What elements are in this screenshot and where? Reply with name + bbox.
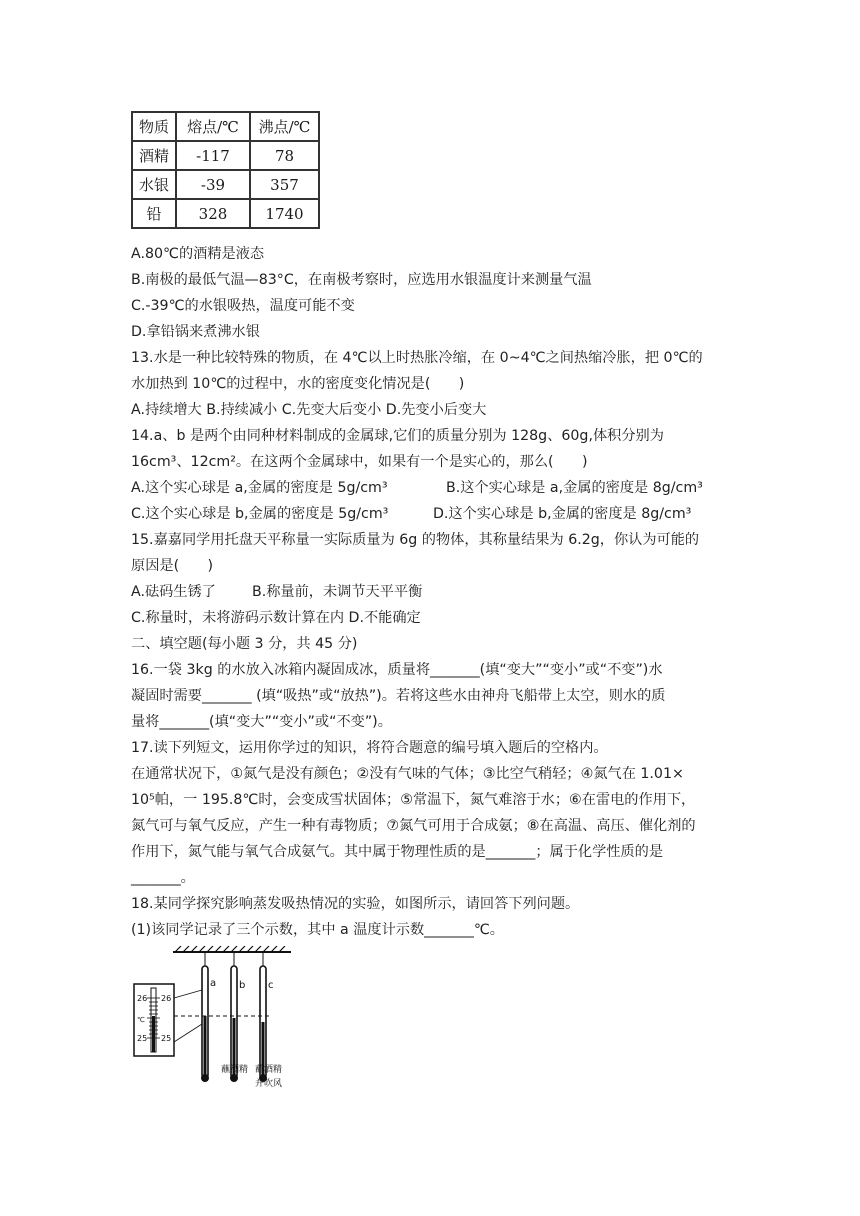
table-cell: 357 xyxy=(250,170,319,199)
q17-text-line-2: 在通常状况下，①氮气是没有颜色；②没有气味的气体；③比空气稍轻；④氮气在 1.01× xyxy=(131,766,684,782)
q14-option-a: A.这个实心球是 a,金属的密度是 5g/cm³ xyxy=(131,480,388,496)
scale-bottom-right: 25 xyxy=(161,1034,172,1043)
table-cell: 水银 xyxy=(132,170,176,199)
q12-option-d: D.拿铅锅来煮沸水银 xyxy=(131,324,260,340)
q14-option-b: B.这个实心球是 a,金属的密度是 8g/cm³ xyxy=(446,480,703,496)
scale-bottom-left: 25 xyxy=(137,1034,148,1043)
q17-text-line-6: _______。 xyxy=(131,870,195,886)
q14-option-d: D.这个实心球是 b,金属的密度是 8g/cm³ xyxy=(433,506,692,522)
q18-text-line-2: (1)该同学记录了三个示数，其中 a 温度计示数_______℃。 xyxy=(131,922,504,938)
table-cell: 328 xyxy=(176,199,250,228)
label-a: a xyxy=(210,978,217,989)
table-header-row xyxy=(132,112,319,141)
q16-text-line-2: 凝固时需要_______ (填“吸热”或“放热”)。若将这些水由神舟飞船带上太空，则水的质 xyxy=(131,688,666,704)
q17-text-line-4: 氮气可与氧气反应，产生一种有毒物质；⑦氮气可用于合成氨；⑧在高温、高压、催化剂的 xyxy=(131,818,696,834)
caption-c-line-2: 并吹风 xyxy=(255,1079,283,1089)
q13-text-line-2: 水加热到 10℃的过程中，水的密度变化情况是( ) xyxy=(131,376,465,392)
magnified-scale-inset xyxy=(134,984,202,1056)
q14-text-line-1: 14.a、b 是两个由同种材料制成的金属球,它们的质量分别为 128g、60g,体积分别为 xyxy=(131,428,664,444)
melting-boiling-table xyxy=(131,111,320,229)
q15-option-a: A.砝码生锈了 xyxy=(131,584,216,600)
q17-text-line-3: 10⁵帕，一 195.8℃时，会变成雪状固体；⑤常温下，氮气难溶于水；⑥在雷电的作用下， xyxy=(131,792,696,808)
caption-c-line-1: 蘸酒精 xyxy=(255,1065,283,1075)
q15-option-b: B.称量前，未调节天平平衡 xyxy=(252,584,423,600)
thermometer-a xyxy=(201,966,209,1082)
q18-text-line-1: 18.某同学探究影响蒸发吸热情况的实验，如图所示，请回答下列问题。 xyxy=(131,896,580,912)
table-header-cell: 熔点/℃ xyxy=(176,112,250,141)
table-cell: 铅 xyxy=(132,199,176,228)
scale-top-right: 26 xyxy=(161,994,172,1003)
thermometer-experiment-figure xyxy=(131,946,301,1096)
table-cell: 78 xyxy=(250,141,319,170)
table-cell: 1740 xyxy=(250,199,319,228)
q15-options-row-2: C.称量时，未将游码示数计算在内 D.不能确定 xyxy=(131,610,421,626)
label-c: c xyxy=(268,980,274,991)
table-header-cell: 物质 xyxy=(132,112,176,141)
q14-text-line-2: 16cm³、12cm²。在这两个金属球中，如果有一个是实心的，那么( ) xyxy=(131,454,588,470)
table-cell: -117 xyxy=(176,141,250,170)
caption-b: 蘸酒精 xyxy=(221,1065,249,1075)
q12-option-b: B.南极的最低气温—83°C，在南极考察时，应选用水银温度计来测量气温 xyxy=(131,272,592,288)
q17-text-line-1: 17.读下列短文，运用你学过的知识，将符合题意的编号填入题后的空格内。 xyxy=(131,740,608,756)
table-header-cell: 沸点/℃ xyxy=(250,112,319,141)
q13-text-line-1: 13.水是一种比较特殊的物质，在 4℃以上时热胀冷缩，在 0~4℃之间热缩冷胀，把 0℃的 xyxy=(131,350,703,366)
q15-text-line-1: 15.嘉嘉同学用托盘天平称量一实际质量为 6g 的物体，其称量结果为 6.2g，你认为可能的 xyxy=(131,532,700,548)
table-row xyxy=(132,141,319,170)
q12-option-c: C.-39℃的水银吸热，温度可能不变 xyxy=(131,298,355,314)
q12-option-a: A.80℃的酒精是液态 xyxy=(131,246,265,262)
q16-text-line-3: 量将_______(填“变大”“变小”或“不变”)。 xyxy=(131,714,392,730)
scale-unit: ℃ xyxy=(137,1016,145,1024)
scale-top-left: 26 xyxy=(137,994,148,1003)
q15-text-line-2: 原因是( ) xyxy=(131,558,214,574)
table-row xyxy=(132,170,319,199)
q13-options: A.持续增大 B.持续减小 C.先变大后变小 D.先变小后变大 xyxy=(131,402,487,418)
q16-text-line-1: 16.一袋 3kg 的水放入冰箱内凝固成冰，质量将_______(填“变大”“变小”或“不变”)水 xyxy=(131,662,663,678)
ceiling-support xyxy=(173,946,291,952)
table-cell: 酒精 xyxy=(132,141,176,170)
q17-text-line-5: 作用下，氮气能与氧气合成氨气。其中属于物理性质的是_______；属于化学性质的是 xyxy=(131,844,664,860)
table-cell: -39 xyxy=(176,170,250,199)
section-2-title: 二、填空题(每小题 3 分，共 45 分) xyxy=(131,636,358,652)
q14-option-c: C.这个实心球是 b,金属的密度是 5g/cm³ xyxy=(131,506,389,522)
label-b: b xyxy=(239,980,246,991)
table-row xyxy=(132,199,319,228)
